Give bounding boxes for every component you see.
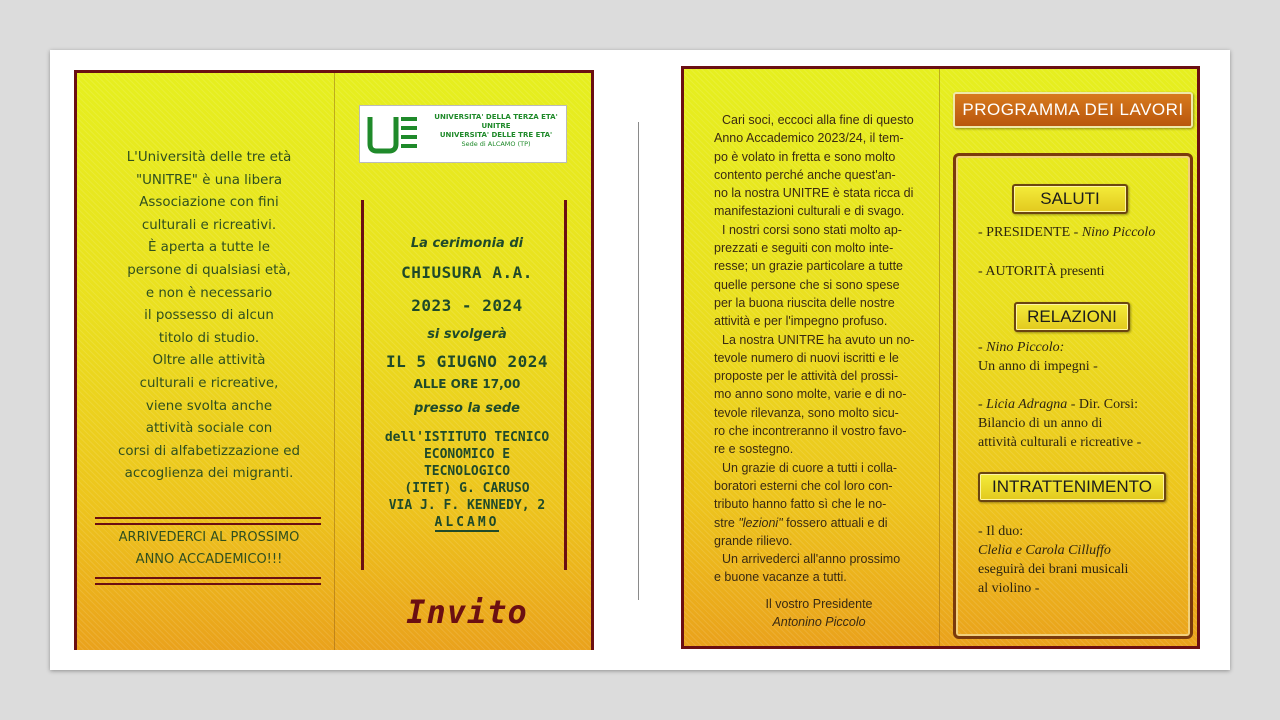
invitation-event: CHIUSURA A.A. <box>401 263 533 282</box>
text-line: viene svolta anche <box>145 398 273 414</box>
logo-text: UNIVERSITA' DELLA TERZA ETA' <box>434 113 558 121</box>
leaflet-outer-page <box>74 70 594 650</box>
program-box <box>953 153 1193 639</box>
signature-name: Antonino Piccolo <box>772 615 866 630</box>
saluti-title: SALUTI <box>1012 184 1128 214</box>
invitation-will-be: si svolgerà <box>427 327 507 342</box>
text-line: titolo di studio. <box>158 330 260 346</box>
letter-line: I nostri corsi sono stati molto ap- <box>722 222 902 237</box>
invitation-location-intro: presso la sede <box>414 401 520 416</box>
divider <box>95 583 321 585</box>
logo-text: Sede di ALCAMO (TP) <box>461 140 531 148</box>
letter-line: proposte per le attività del prossi- <box>714 369 899 384</box>
letter-word: fossero attuali e di <box>786 515 888 530</box>
letter-line: Anno Accademico 2023/24, il tem- <box>714 131 904 146</box>
relazioni-talk-1 <box>978 338 1098 376</box>
unitre-logo-icon <box>367 114 421 154</box>
talk-title: Bilancio di un anno di <box>978 416 1103 431</box>
address-line: (ITET) G. CARUSO <box>404 481 530 496</box>
letter-line: no la nostra UNITRE è stata ricca di <box>714 186 914 201</box>
letter-line: boratori esterni che col loro con- <box>714 478 893 493</box>
letter-line: contento perché anche quest'an- <box>714 167 896 182</box>
speaker-name: - Licia Adragna <box>978 397 1068 412</box>
signature-role: Il vostro Presidente <box>765 596 873 611</box>
text-line: È aperta a tutte le <box>147 240 271 256</box>
letter-line: tevole numero di nuovi iscritti e le <box>714 350 899 365</box>
letter-word-lezioni: "lezioni" <box>738 515 783 530</box>
text-line: Oltre alle attività <box>152 353 266 369</box>
logo-text: UNIVERSITA' DELLE TRE ETA' <box>439 131 553 139</box>
text-line: il possesso di alcun <box>144 308 274 324</box>
entertainment-line: al violino - <box>978 581 1040 596</box>
saluti-authorities: - AUTORITÀ presenti <box>978 264 1105 279</box>
letter-line: Un grazie di cuore a tutti i colla- <box>722 460 898 475</box>
unitre-logo <box>359 105 567 163</box>
letter-line: attività e per l'impegno profuso. <box>714 314 888 329</box>
letter-line: Cari soci, eccoci alla fine di questo <box>722 113 914 127</box>
farewell-line: ANNO ACCADEMICO!!! <box>135 552 283 567</box>
invitation-date: IL 5 GIUGNO 2024 <box>385 352 549 371</box>
letter-line: po è volato in fretta e sono molto <box>714 149 896 164</box>
president-letter <box>714 111 954 631</box>
divider <box>95 577 321 579</box>
entertainment-line: eseguirà dei brani musicali <box>978 562 1129 577</box>
saluti-president <box>978 223 1155 242</box>
letter-line: tributo hanno fatto sì che le no- <box>714 497 887 512</box>
address-line: dell'ISTITUTO TECNICO <box>384 430 550 445</box>
letter-line: prezzati e seguiti con molto inte- <box>714 241 894 256</box>
talk-title: Un anno di impegni - <box>978 359 1098 374</box>
text-line: culturali e ricreative, <box>139 375 279 391</box>
letter-line <box>714 514 954 532</box>
divider <box>95 517 321 519</box>
letter-line: tevole rilevanza, sono molto sicu- <box>714 405 899 420</box>
address-line: TECNOLOGICO <box>423 464 511 479</box>
letter-line: e buone vacanze a tutti. <box>714 570 847 585</box>
speaker-name: - Nino Piccolo: <box>978 340 1065 355</box>
relazioni-title: RELAZIONI <box>1014 302 1130 332</box>
farewell-message <box>97 527 321 571</box>
farewell-line: ARRIVEDERCI AL PROSSIMO <box>118 530 300 545</box>
speaker-role: - Dir. Corsi: <box>1070 397 1138 412</box>
logo-text: UNITRE <box>481 122 511 130</box>
text-line: persone di qualsiasi età, <box>127 262 291 278</box>
program-header: PROGRAMMA DEI LAVORI <box>953 92 1193 128</box>
letter-line: manifestazioni culturali e di svago. <box>714 204 905 219</box>
entertainment-line: - Il duo: <box>978 524 1024 539</box>
letter-line: quelle persone che si sono spese <box>714 277 900 292</box>
performers: Clelia e Carola Cilluffo <box>978 543 1111 558</box>
leaflet-inner-page <box>681 66 1200 649</box>
invitation-intro: La cerimonia di <box>410 236 524 251</box>
letter-line: re e sostegno. <box>714 442 794 457</box>
intrattenimento-title: INTRATTENIMENTO <box>978 472 1166 502</box>
president-name: Nino Piccolo <box>1081 225 1156 240</box>
text-line: Associazione con fini <box>139 195 279 211</box>
text-line: "UNITRE" è una libera <box>135 172 283 188</box>
text-line: L'Università delle tre età <box>126 150 292 165</box>
address-line: VIA J. F. KENNEDY, 2 <box>388 498 546 513</box>
slide <box>50 50 1230 670</box>
invito-title: Invito <box>406 593 528 631</box>
letter-line: per la buona riuscita delle nostre <box>714 295 895 310</box>
intrattenimento-details <box>978 522 1128 598</box>
invitation-years: 2023 - 2024 <box>411 296 523 315</box>
letter-line: Un arrivederci all'anno prossimo <box>722 552 901 567</box>
letter-word: stre <box>714 515 735 530</box>
letter-line: grande rilievo. <box>714 533 793 548</box>
letter-line: resse; un grazie particolare a tutte <box>714 259 903 274</box>
relazioni-talk-2 <box>978 395 1141 452</box>
talk-title: attività culturali e ricreative - <box>978 435 1142 450</box>
divider <box>95 523 321 525</box>
school-address <box>367 429 567 531</box>
letter-line: mo anno sono molte, varie e di no- <box>714 387 907 402</box>
letter-line: ro che incontreranno il vostro favo- <box>714 424 907 439</box>
text-line: e non è necessario <box>145 285 273 301</box>
city-name: ALCAMO <box>434 515 500 530</box>
page-divider <box>638 122 639 600</box>
text-line: culturali e ricreativi. <box>141 217 277 233</box>
association-description <box>95 147 323 486</box>
letter-line: La nostra UNITRE ha avuto un no- <box>722 332 915 347</box>
text-line: attività sociale con <box>145 421 273 437</box>
address-line: ECONOMICO E <box>423 447 511 462</box>
text-line: accoglienza dei migranti. <box>124 466 294 482</box>
fold-line <box>334 73 335 650</box>
decorative-bar <box>361 200 364 570</box>
president-label: - PRESIDENTE - <box>978 225 1079 240</box>
text-line: corsi di alfabetizzazione ed <box>118 443 300 459</box>
invitation-time: ALLE ORE 17,00 <box>413 377 521 391</box>
